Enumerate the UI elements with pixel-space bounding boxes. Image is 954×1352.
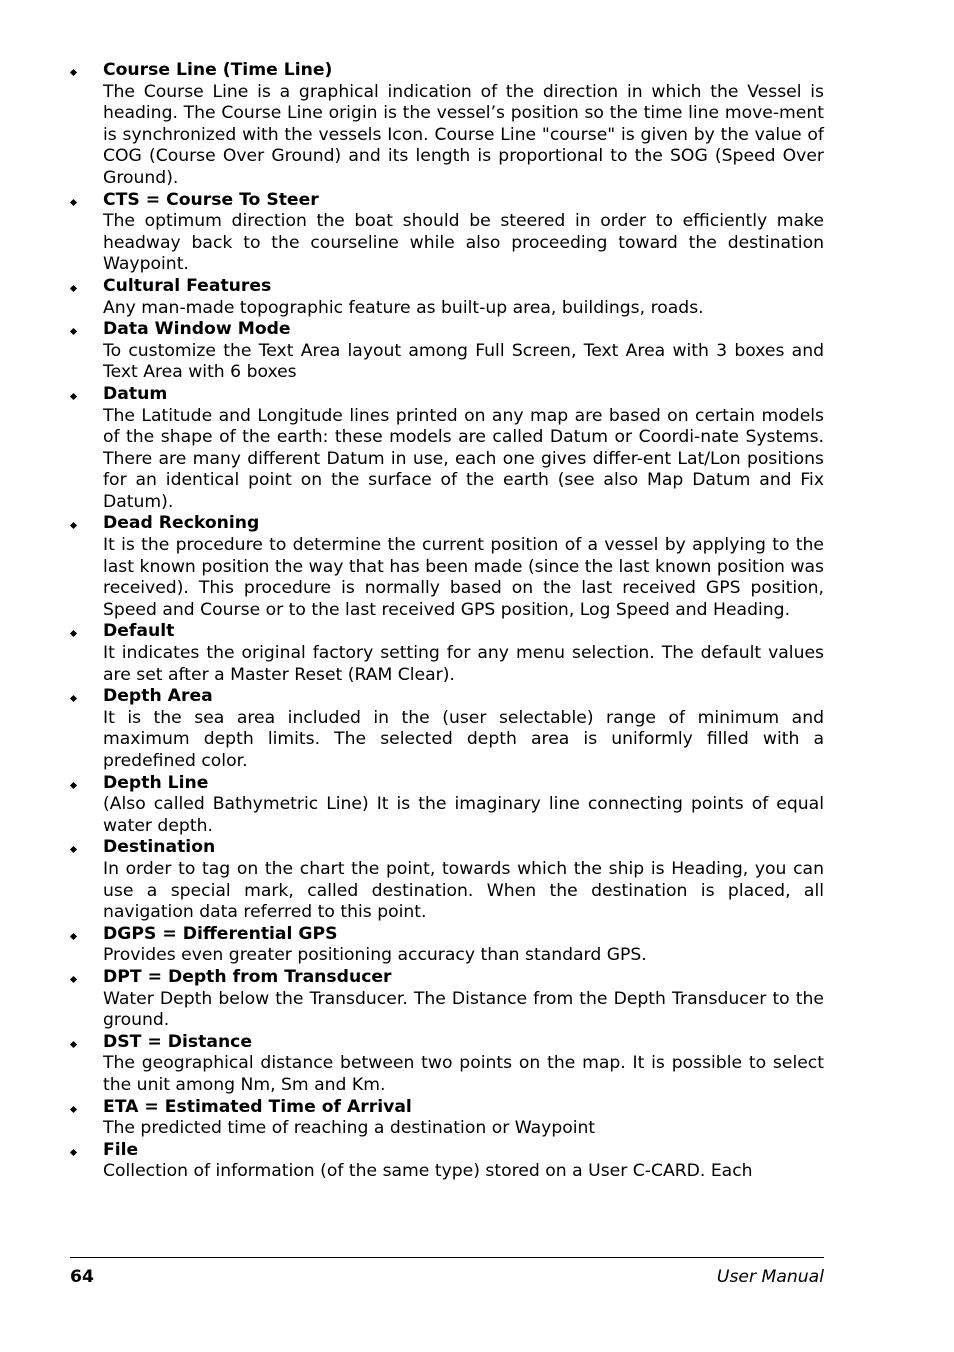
glossary-term: Dead Reckoning <box>103 513 260 534</box>
glossary-description: Collection of information (of the same type) stored on a User C-CARD. Each <box>103 1161 753 1182</box>
glossary-entry <box>70 1097 824 1140</box>
glossary-list <box>70 60 824 1183</box>
diamond-bullet-icon <box>70 621 80 643</box>
glossary-description: The Latitude and Longitude lines printed on any map are based on certain models of the shape of the earth: these models are called Datum or Coordi-nate Systems. There are many different Datum in use, each one gives differ-ent Lat/Lon positions for an identical point on the surface of the earth (see also Map Datum and Fix Datum). <box>103 405 824 512</box>
diamond-bullet-icon <box>70 837 80 859</box>
diamond-bullet-icon <box>70 319 80 341</box>
glossary-description: The predicted time of reaching a destination or Waypoint <box>103 1118 596 1139</box>
diamond-bullet-icon <box>70 1032 80 1054</box>
glossary-entry <box>70 60 824 190</box>
glossary-term: Cultural Features <box>103 275 272 296</box>
glossary-entry <box>70 513 824 621</box>
glossary-term: DGPS = Differential GPS <box>103 923 338 944</box>
glossary-entry <box>70 837 824 923</box>
glossary-term: DST = Distance <box>103 1031 253 1052</box>
glossary-entry <box>70 276 824 319</box>
glossary-term: ETA = Estimated Time of Arrival <box>103 1096 412 1117</box>
diamond-bullet-icon <box>70 190 80 212</box>
glossary-description: Any man-made topographic feature as built-up area, buildings, roads. <box>103 297 704 318</box>
glossary-entry <box>70 384 824 514</box>
glossary-entry <box>70 190 824 276</box>
glossary-term: Depth Line <box>103 772 209 793</box>
glossary-entry <box>70 319 824 384</box>
glossary-description: Water Depth below the Transducer. The Distance from the Depth Transducer to the ground. <box>103 988 824 1031</box>
glossary-term: Default <box>103 621 175 642</box>
glossary-description: It is the sea area included in the (user selectable) range of minimum and maximum depth limits. The selected depth area is uniformly filled with a predefined color. <box>103 707 824 771</box>
glossary-description: In order to tag on the chart the point, towards which the ship is Heading, you can use a special mark, called destination. When the destination is placed, all navigation data referred to this point. <box>103 858 824 923</box>
page-number: 64 <box>70 1267 94 1287</box>
glossary-description: The Course Line is a graphical indication of the direction in which the Vessel is heading. The Course Line origin is the vessel’s position so the time line move-ment is synchronized with the vessels Icon. Course Line "course" is given by the value of COG (Course Over Ground) and its length is proportional to the SOG (Speed Over Ground). <box>103 81 824 188</box>
glossary-entry <box>70 1140 824 1183</box>
diamond-bullet-icon <box>70 1097 80 1119</box>
manual-title: User Manual <box>716 1267 824 1287</box>
glossary-entry <box>70 924 824 967</box>
glossary-entry <box>70 621 824 686</box>
diamond-bullet-icon <box>70 60 80 82</box>
glossary-description: To customize the Text Area layout among Full Screen, Text Area with 3 boxes and Text Area with 6 boxes <box>103 340 824 383</box>
glossary-description: The optimum direction the boat should be steered in order to efficiently make headway back to the courseline while also proceeding toward the destination Waypoint. <box>103 211 824 275</box>
glossary-term: DPT = Depth from Transducer <box>103 966 392 987</box>
glossary-entry <box>70 967 824 1032</box>
glossary-description: The geographical distance between two points on the map. It is possible to select the unit among Nm, Sm and Km. <box>103 1053 824 1095</box>
diamond-bullet-icon <box>70 967 80 989</box>
glossary-term: Data Window Mode <box>103 319 291 340</box>
footer-divider <box>70 1257 824 1258</box>
diamond-bullet-icon <box>70 1140 80 1162</box>
diamond-bullet-icon <box>70 773 80 795</box>
glossary-entry <box>70 773 824 838</box>
diamond-bullet-icon <box>70 686 80 708</box>
diamond-bullet-icon <box>70 276 80 298</box>
diamond-bullet-icon <box>70 513 80 535</box>
glossary-description: Provides even greater positioning accuracy than standard GPS. <box>103 945 647 966</box>
glossary-entry <box>70 686 824 772</box>
glossary-description: It indicates the original factory setting for any menu selection. The default values are set after a Master Reset (RAM Clear). <box>103 643 824 685</box>
glossary-description: It is the procedure to determine the current position of a vessel by applying to the last known position the way that has been made (since the last known position was received). This procedure is normally based on the last received GPS position, Speed and Course or to the last received GPS position, Log Speed and Heading. <box>103 535 824 620</box>
glossary-term: CTS = Course To Steer <box>103 189 319 210</box>
glossary-term: Datum <box>103 383 168 404</box>
glossary-term: Depth Area <box>103 686 213 707</box>
glossary-description: (Also called Bathymetric Line) It is the imaginary line connecting points of equal water depth. <box>103 794 824 836</box>
diamond-bullet-icon <box>70 384 80 406</box>
glossary-term: Destination <box>103 837 216 858</box>
glossary-term: File <box>103 1139 139 1160</box>
diamond-bullet-icon <box>70 924 80 946</box>
glossary-entry <box>70 1032 824 1097</box>
glossary-term: Course Line (Time Line) <box>103 60 333 80</box>
